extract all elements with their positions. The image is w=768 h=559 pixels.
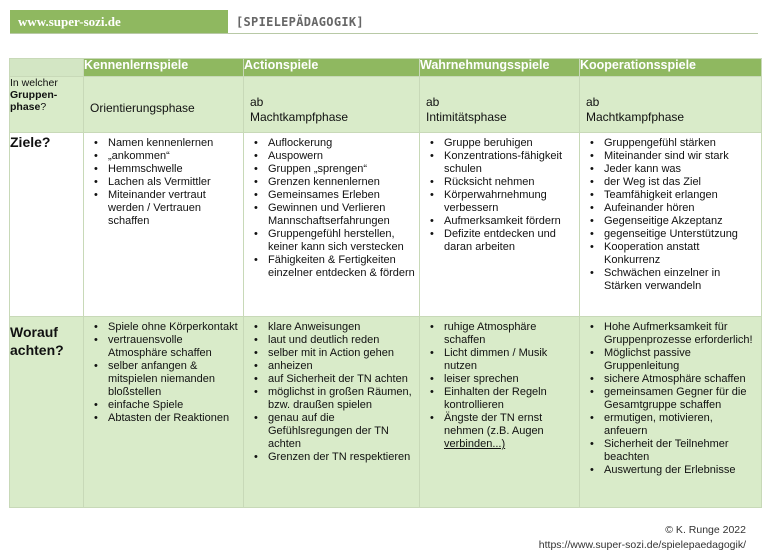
phase-cell bbox=[244, 77, 420, 133]
list-item: • Aufeinander hören bbox=[604, 202, 758, 215]
list-item: • auf Sicherheit der TN achten bbox=[268, 373, 416, 386]
list-item: • Namen kennenlernen bbox=[108, 137, 240, 150]
list-item: • Gewinnen und Verlieren Mannschaftserfahrungen bbox=[268, 202, 416, 228]
list-item: • genau auf die Gefühlsregungen der TN achten bbox=[268, 412, 416, 451]
goals-cell bbox=[244, 133, 420, 317]
care-row-label: Worauf achten? bbox=[10, 317, 84, 508]
list-item: • Gruppengefühl stärken bbox=[604, 137, 758, 150]
header-divider bbox=[10, 33, 758, 34]
care-cell bbox=[84, 317, 244, 508]
col-header: Kooperationsspiele bbox=[580, 59, 762, 77]
list-item: • Körperwahrnehmung verbessern bbox=[444, 189, 576, 215]
goals-row-label: Ziele? bbox=[10, 133, 84, 317]
care-list bbox=[84, 317, 243, 425]
list-item: • leiser sprechen bbox=[444, 373, 576, 386]
list-item: • Hemmschwelle bbox=[108, 163, 240, 176]
list-item: • laut und deutlich reden bbox=[268, 334, 416, 347]
list-item: • ruhige Atmosphäre schaffen bbox=[444, 321, 576, 347]
list-item: • Spiele ohne Körperkontakt bbox=[108, 321, 240, 334]
goals-list bbox=[84, 133, 243, 228]
list-item: • Abtasten der Reaktionen bbox=[108, 412, 240, 425]
list-item: • Rücksicht nehmen bbox=[444, 176, 576, 189]
list-item: • Grenzen kennenlernen bbox=[268, 176, 416, 189]
goals-list bbox=[420, 133, 579, 254]
list-item: • Gemeinsames Erleben bbox=[268, 189, 416, 202]
phase-value: Orientierungsphase bbox=[90, 101, 195, 115]
phase-label-bold: Gruppen- phase bbox=[10, 89, 58, 113]
list-item: • Fähigkeiten & Fertigkeiten einzelner entdecken & fördern bbox=[268, 254, 416, 280]
list-item: • Auspowern bbox=[268, 150, 416, 163]
list-item: • Grenzen der TN respektieren bbox=[268, 451, 416, 464]
list-item: • Auflockerung bbox=[268, 137, 416, 150]
list-item: • Jeder kann was bbox=[604, 163, 758, 176]
list-item: • Teamfähigkeit erlangen bbox=[604, 189, 758, 202]
list-item: • Sicherheit der Teilnehmer beachten bbox=[604, 438, 758, 464]
goals-cell bbox=[420, 133, 580, 317]
list-item: • Gruppengefühl herstellen, keiner kann sich verstecken bbox=[268, 228, 416, 254]
list-item: • Aufmerksamkeit fördern bbox=[444, 215, 576, 228]
phase-cell bbox=[420, 77, 580, 133]
care-row bbox=[10, 317, 762, 508]
list-item: • ermutigen, motivieren, anfeuern bbox=[604, 412, 758, 438]
list-item: • Licht dimmen / Musik nutzen bbox=[444, 347, 576, 373]
list-item: • möglichst in großen Räumen, bzw. draußen spielen bbox=[268, 386, 416, 412]
source-url[interactable]: https://www.super-sozi.de/spielepaedagogik/ bbox=[538, 539, 746, 551]
list-item: • Miteinander sind wir stark bbox=[604, 150, 758, 163]
site-banner bbox=[10, 10, 228, 34]
phase-label-suffix: ? bbox=[40, 101, 47, 113]
phase-cell bbox=[580, 77, 762, 133]
goals-row bbox=[10, 133, 762, 317]
games-table bbox=[9, 58, 762, 508]
list-item: • anheizen bbox=[268, 360, 416, 373]
list-item: • sichere Atmosphäre schaffen bbox=[604, 373, 758, 386]
list-item: • Defizite entdecken und daran arbeiten bbox=[444, 228, 576, 254]
list-item: • Hohe Aufmerksamkeit für Gruppenprozesse erforderlich! bbox=[604, 321, 758, 347]
list-item: • Einhalten der Regeln kontrollieren bbox=[444, 386, 576, 412]
list-item: • Möglichst passive Gruppenleitung bbox=[604, 347, 758, 373]
header-row bbox=[10, 59, 762, 77]
care-list-tail bbox=[420, 438, 579, 451]
list-item: • Konzentrations-fähigkeit schulen bbox=[444, 150, 576, 176]
list-item: • Kooperation anstatt Konkurrenz bbox=[604, 241, 758, 267]
list-item: • gemeinsamen Gegner für die Gesamtgruppe schaffen bbox=[604, 386, 758, 412]
corner-cell bbox=[10, 59, 84, 77]
list-item: • Miteinander vertraut werden / Vertrauen schaffen bbox=[108, 189, 240, 228]
care-cell bbox=[244, 317, 420, 508]
list-item: • „ankommen“ bbox=[108, 150, 240, 163]
list-item: • Ängste der TN ernst nehmen (z.B. Augen bbox=[444, 412, 576, 438]
phase-value: ab Machtkampfphase bbox=[250, 95, 349, 124]
care-cell bbox=[420, 317, 580, 508]
care-list bbox=[580, 317, 761, 477]
phase-value: ab Machtkampfphase bbox=[586, 95, 685, 124]
phase-cell bbox=[84, 77, 244, 133]
phase-value: ab Intimitätsphase bbox=[426, 95, 507, 124]
goals-cell bbox=[580, 133, 762, 317]
list-item: • gegenseitige Unterstützung bbox=[604, 228, 758, 241]
site-name: www.super-sozi.de bbox=[18, 14, 121, 29]
col-header: Wahrnehmungsspiele bbox=[420, 59, 580, 77]
copyright: © K. Runge 2022 bbox=[665, 524, 746, 536]
list-item: • Gegenseitige Akzeptanz bbox=[604, 215, 758, 228]
care-list bbox=[244, 317, 419, 464]
phase-label-line1: In welcher bbox=[10, 77, 58, 89]
list-item: • Schwächen einzelner in Stärken verwandeln bbox=[604, 267, 758, 293]
col-header: Kennenlernspiele bbox=[84, 59, 244, 77]
list-item: • einfache Spiele bbox=[108, 399, 240, 412]
goals-list bbox=[580, 133, 761, 293]
list-item: • Lachen als Vermittler bbox=[108, 176, 240, 189]
goals-cell bbox=[84, 133, 244, 317]
list-item: • Gruppen „sprengen“ bbox=[268, 163, 416, 176]
list-item: • selber mit in Action gehen bbox=[268, 347, 416, 360]
list-item: • klare Anweisungen bbox=[268, 321, 416, 334]
care-cell bbox=[580, 317, 762, 508]
goals-list bbox=[244, 133, 419, 280]
list-item: • selber anfangen & mitspielen niemanden bloßstellen bbox=[108, 360, 240, 399]
col-header: Actionspiele bbox=[244, 59, 420, 77]
list-item: • der Weg ist das Ziel bbox=[604, 176, 758, 189]
care-list bbox=[420, 317, 579, 438]
section-tag: [SPIELEPÄDAGOGIK] bbox=[236, 15, 364, 29]
list-item: • Gruppe beruhigen bbox=[444, 137, 576, 150]
phase-row-label bbox=[10, 77, 84, 133]
blindfold-link[interactable]: verbinden...) bbox=[444, 438, 506, 450]
list-item: • Auswertung der Erlebnisse bbox=[604, 464, 758, 477]
phase-row bbox=[10, 77, 762, 133]
list-item: • vertrauensvolle Atmosphäre schaffen bbox=[108, 334, 240, 360]
